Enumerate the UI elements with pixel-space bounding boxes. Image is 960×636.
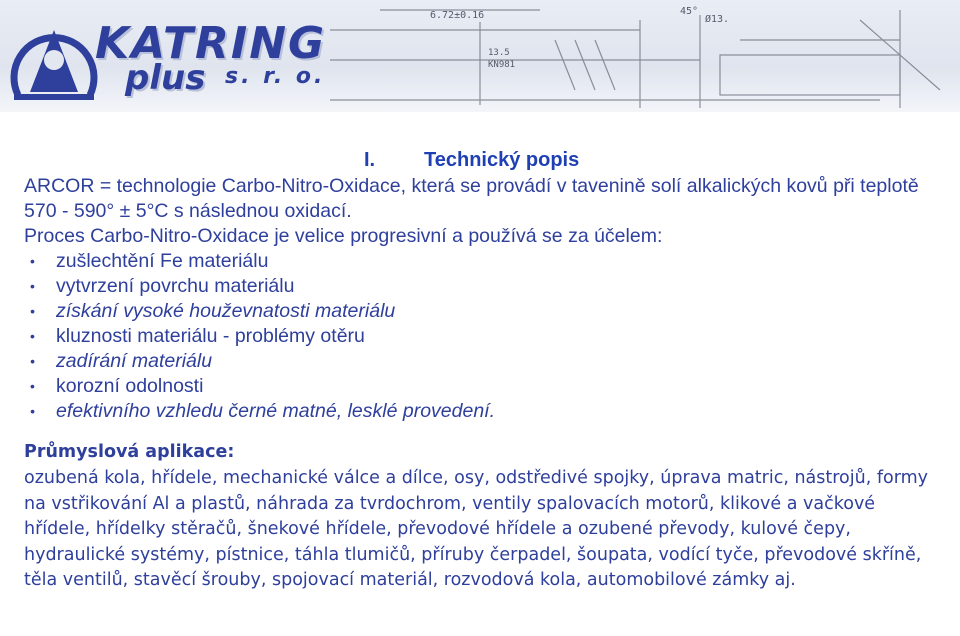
purpose-list — [24, 249, 944, 424]
purpose-paragraph: Proces Carbo-Nitro-Oxidace je velice progresivní a používá se za účelem: — [24, 225, 663, 247]
list-item: • efektivního vzhledu černé matné, lesklé provedení. — [24, 399, 944, 424]
list-item: • korozní odolnosti — [24, 374, 944, 399]
list-item: • získání vysoké houževnatosti materiálu — [24, 299, 944, 324]
header-banner — [0, 0, 960, 112]
section-heading — [364, 146, 944, 174]
list-item: • vytvrzení povrchu materiálu — [24, 274, 944, 299]
intro-paragraph: ARCOR = technologie Carbo-Nitro-Oxidace, která se provádí v tavenině solí alkalických kovů při teplotě 570 - 590° ± 5°C s následnou oxidací. — [24, 175, 919, 222]
main-content — [24, 146, 944, 594]
list-item: • zadírání materiálu — [24, 349, 944, 374]
logo-text: KATRING — [95, 18, 327, 69]
logo-emblem-icon — [14, 30, 94, 100]
drawing-dim-3: Ø13. — [705, 14, 730, 25]
drawing-dim-2: 45° — [680, 6, 699, 17]
application-paragraph: ozubená kola, hřídele, mechanické válce a dílce, osy, odstředivé spojky, úprava matric, nástrojů, formy na vstřikování Al a plastů, náhrada za tvrdochrom, ventily spalovacích motorů, klikové a vačkové hřídele, hřídelky stěračů, šnekové hřídele, převodové hřídele a ozubené převody, kulové čepy, hydraulické systémy, pístnice, táhla tlumičů, příruby čerpadel, šoupata, vodící tyče, převodové skříně, těla ventilů, stavěcí šrouby, spojovací materiál, rozvodová kola, automobilové zámky aj. — [24, 468, 929, 591]
drawing-dim-1: 6.72±0.16 — [430, 10, 485, 21]
logo-suffix: s. r. o. — [225, 64, 326, 89]
list-item: • zušlechtění Fe materiálu — [24, 249, 944, 274]
application-heading: Průmyslová aplikace: — [24, 442, 235, 462]
section-number: I. — [364, 149, 376, 171]
section-title: Technický popis — [424, 149, 580, 171]
drawing-dim-4: 13.5 — [488, 48, 510, 58]
list-item: • kluznosti materiálu - problémy otěru — [24, 324, 944, 349]
logo-subtext: plus — [125, 58, 206, 98]
drawing-dim-5: KN981 — [488, 60, 516, 70]
